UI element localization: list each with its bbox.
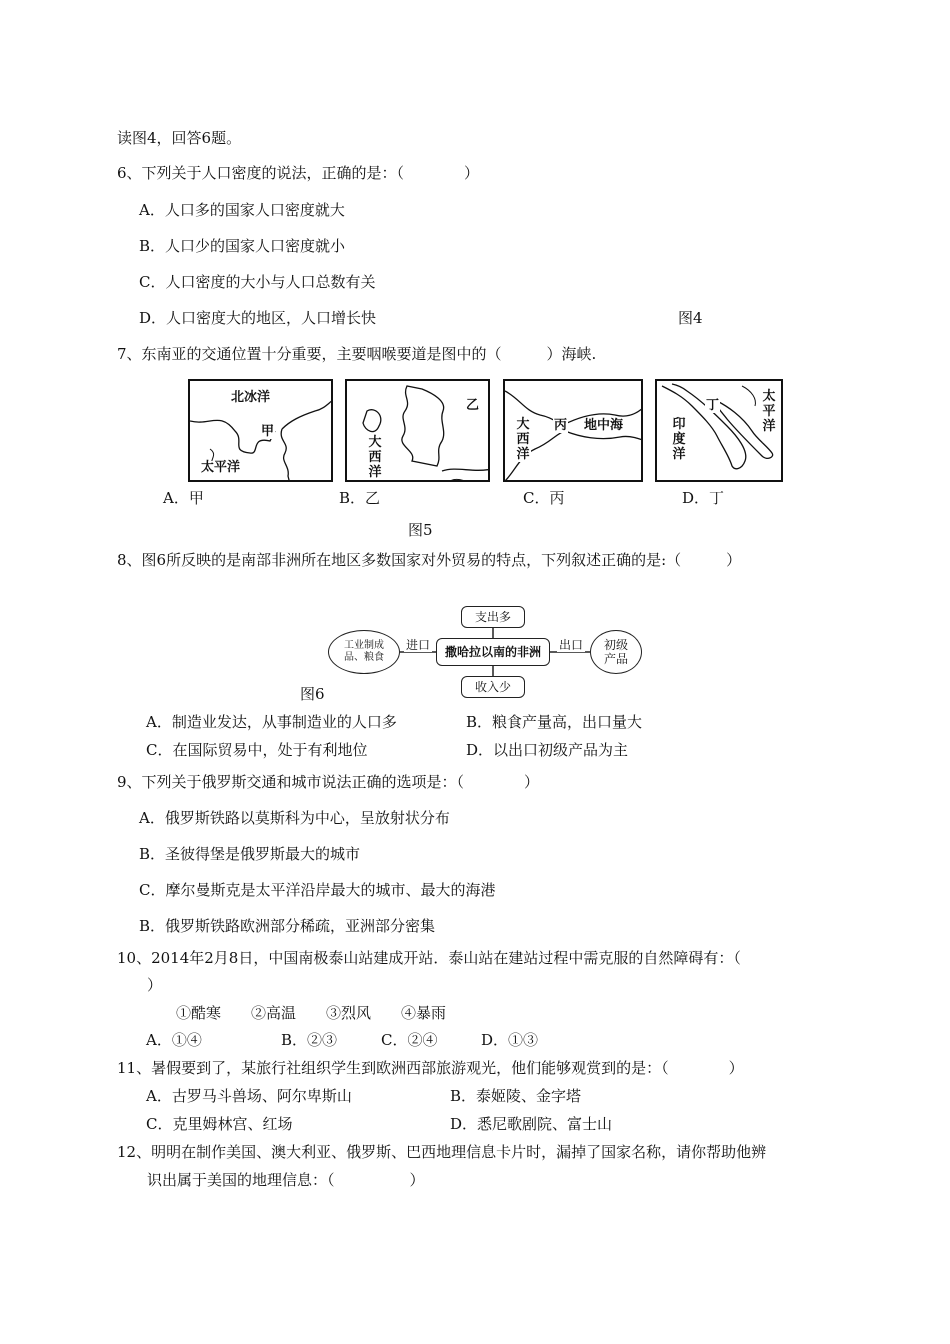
q8-option-b: B．粮食产量高，出口量大 bbox=[466, 713, 643, 731]
q9-stem: 9、下列关于俄罗斯交通和城市说法正确的选项是：（ ） bbox=[117, 773, 540, 791]
q8-stem: 8、图6所反映的是南部非洲所在地区多数国家对外贸易的特点，下列叙述正确的是:（ ） bbox=[117, 551, 742, 569]
q9-option-a: A．俄罗斯铁路以莫斯科为中心，呈放射状分布 bbox=[139, 809, 450, 827]
diagram-import-label: 进口 bbox=[406, 638, 431, 652]
map-bing-label-bing: 丙 bbox=[554, 418, 568, 433]
diagram-export-goods-oval: 初级产品 bbox=[590, 630, 642, 674]
q10-option-b: B．②③ bbox=[281, 1031, 338, 1049]
q6-option-c: C．人口密度的大小与人口总数有关 bbox=[139, 273, 376, 291]
map-ding-label-ding: 丁 bbox=[706, 398, 720, 413]
q11-option-d: D．悉尼歌剧院、富士山 bbox=[450, 1115, 613, 1133]
map-yi-label-atlantic: 大西洋 bbox=[368, 435, 382, 480]
map-bing-label-atlantic: 大西洋 bbox=[516, 417, 530, 462]
q11-option-c: C．克里姆林宫、红场 bbox=[146, 1115, 293, 1133]
diagram-export-label: 出口 bbox=[559, 638, 584, 652]
map-ding-label-indian: 印度洋 bbox=[672, 417, 686, 462]
q10-stem-line2: ） bbox=[147, 976, 163, 994]
q7-option-c: C．丙 bbox=[523, 489, 565, 507]
q7-option-a: A．甲 bbox=[163, 489, 204, 507]
q9-option-c: C．摩尔曼斯克是太平洋沿岸最大的城市、最大的海港 bbox=[139, 881, 496, 899]
q6-option-a: A．人口多的国家人口密度就大 bbox=[139, 201, 345, 219]
map-jia-label-pacific: 太平洋 bbox=[201, 460, 241, 475]
q6-option-d: D．人口密度大的地区，人口增长快 bbox=[139, 309, 377, 327]
map-bing-label-mediterranean: 地中海 bbox=[584, 418, 624, 433]
intro-text: 读图4，回答6题。 bbox=[117, 129, 242, 147]
q7-stem: 7、东南亚的交通位置十分重要，主要咽喉要道是图中的（ ）海峡. bbox=[117, 345, 597, 363]
map-ding-label-pacific: 太平洋 bbox=[762, 389, 776, 434]
q12-stem-line2: 识出属于美国的地理信息：（ ） bbox=[147, 1171, 425, 1189]
diagram-expense-box: 支出多 bbox=[461, 606, 525, 628]
q10-option-c: C．②④ bbox=[381, 1031, 438, 1049]
figure-6-label: 图6 bbox=[300, 685, 325, 703]
q7-option-d: D．丁 bbox=[682, 489, 725, 507]
diagram-income-box: 收入少 bbox=[461, 676, 525, 698]
q9-option-d: B．俄罗斯铁路欧洲部分稀疏，亚洲部分密集 bbox=[139, 917, 436, 935]
q11-option-a: A．古罗马斗兽场、阿尔卑斯山 bbox=[146, 1087, 352, 1105]
figure-4-label: 图4 bbox=[678, 309, 703, 327]
q7-option-b: B．乙 bbox=[339, 489, 381, 507]
q11-stem: 11、暑假要到了，某旅行社组织学生到欧洲西部旅游观光，他们能够观赏到的是：（ ） bbox=[117, 1059, 744, 1077]
q10-stem-line1: 10、2014年2月8日，中国南极泰山站建成开站．泰山站在建站过程中需克服的自然障碍有：（ bbox=[117, 949, 741, 967]
map-jia-label-jia: 甲 bbox=[261, 424, 275, 439]
q8-option-a: A．制造业发达，从事制造业的人口多 bbox=[146, 713, 397, 731]
diagram-center-box: 撒哈拉以南的非洲 bbox=[436, 638, 550, 666]
q11-option-b: B．泰姬陵、金字塔 bbox=[450, 1087, 582, 1105]
q6-option-b: B．人口少的国家人口密度就小 bbox=[139, 237, 346, 255]
q12-stem-line1: 12、明明在制作美国、澳大利亚、俄罗斯、巴西地理信息卡片时，漏掉了国家名称，请你帮助他辨 bbox=[117, 1143, 767, 1161]
q8-option-c: C．在国际贸易中，处于有利地位 bbox=[146, 741, 368, 759]
q10-option-d: D．①③ bbox=[481, 1031, 539, 1049]
q9-option-b: B．圣彼得堡是俄罗斯最大的城市 bbox=[139, 845, 361, 863]
figure-5-label: 图5 bbox=[408, 521, 433, 539]
diagram-import-goods-oval: 工业制成品、粮食 bbox=[328, 630, 400, 674]
q10-items: ①酷寒 ②高温 ③烈风 ④暴雨 bbox=[176, 1004, 447, 1022]
map-yi-label-yi: 乙 bbox=[466, 398, 480, 413]
q6-stem: 6、下列关于人口密度的说法，正确的是：（ ） bbox=[117, 164, 480, 182]
q10-option-a: A．①④ bbox=[146, 1031, 202, 1049]
q8-option-d: D．以出口初级产品为主 bbox=[466, 741, 629, 759]
map-jia-label-arctic: 北冰洋 bbox=[231, 390, 271, 405]
